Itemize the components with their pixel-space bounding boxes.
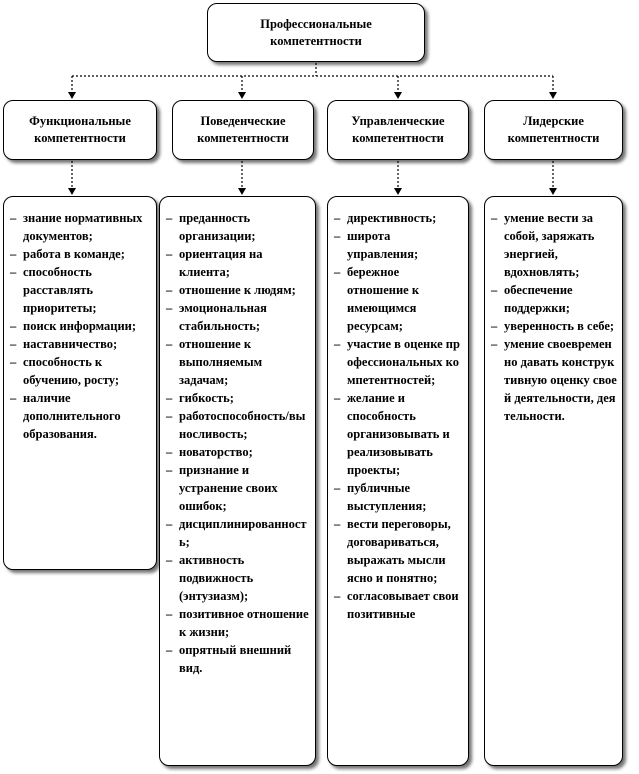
functional-list [10,209,152,443]
leadership-title-line1: Лидерские [523,114,584,128]
list-item: – работа в команде; [10,245,152,263]
behavioral-list-box [159,196,316,766]
list-item: – бережное отношение к имеющимся ресурсам; [334,263,464,335]
list-item: – наставничество; [10,335,152,353]
list-item: – отношение к людям; [166,281,311,299]
managerial-list [334,209,464,623]
behavioral-list [166,209,311,677]
list-item: – обеспечение поддержки; [491,281,618,317]
list-item: – уверенность в себе; [491,317,618,335]
list-item: – знание нормативных документов; [10,209,152,245]
root-title-line2: компетентности [270,33,362,48]
leadership-header [484,100,623,160]
list-item: – участие в оценке профессиональных компетентностей; [334,335,464,389]
list-item: – желание и способность организовывать и реализовывать проекты; [334,389,464,479]
list-item: – активность подвижность (энтузиазм); [166,551,311,605]
list-item: – вести переговоры, договариваться, выражать мысли ясно и понятно; [334,515,464,587]
list-item: – согласовывает свои позитивные [334,587,464,623]
functional-list-box [3,196,157,570]
list-item: – поиск информации; [10,317,152,335]
list-item: – умение своевременно давать конструктивную оценку своей деятельности, деятельности. [491,335,618,425]
list-item: – ориентация на клиента; [166,245,311,281]
list-item: – новаторство; [166,443,311,461]
managerial-title-line2: компетентности [352,131,444,145]
list-item: – дисциплинированность; [166,515,311,551]
behavioral-header [172,100,314,160]
list-item: – эмоциональная стабильность; [166,299,311,335]
list-item: – опрятный внешний вид. [166,641,311,677]
list-item: – способность к обучению, росту; [10,353,152,389]
behavioral-title-line2: компетентности [197,131,289,145]
functional-title-line1: Функциональные [29,114,131,128]
list-item: – позитивное отношение к жизни; [166,605,311,641]
list-item: – гибкость; [166,389,311,407]
leadership-list-box [484,196,623,766]
list-item: – широта управления; [334,227,464,263]
managerial-title-line1: Управленческие [351,114,445,128]
managerial-list-box [327,196,469,766]
behavioral-title-line1: Поведенческие [200,114,286,128]
managerial-header [327,100,469,160]
list-item: – признание и устранение своих ошибок; [166,461,311,515]
list-item: – публичные выступления; [334,479,464,515]
leadership-list [491,209,618,425]
functional-header [3,100,157,160]
leadership-title-line2: компетентности [507,131,600,145]
root-title-line1: Профессиональные [260,16,372,31]
list-item: – отношение к выполняемым задачам; [166,335,311,389]
root-node [207,3,425,62]
list-item: – преданность организации; [166,209,311,245]
functional-title-line2: компетентности [34,131,126,145]
list-item: – работоспособность/выносливость; [166,407,311,443]
list-item: – директивность; [334,209,464,227]
list-item: – наличие дополнительного образования. [10,389,152,443]
list-item: – способность расставлять приоритеты; [10,263,152,317]
list-item: – умение вести за собой, заряжать энергией, вдохновлять; [491,209,618,281]
